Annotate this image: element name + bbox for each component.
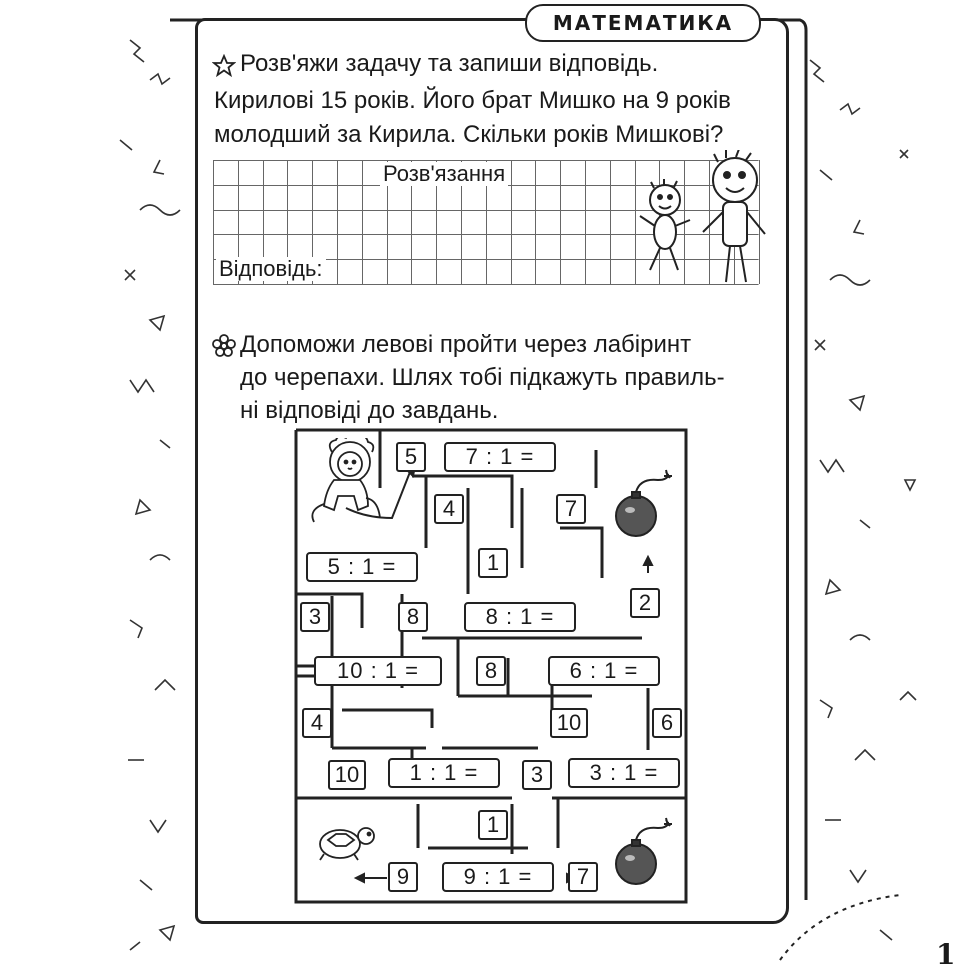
maze-number: 3 [300,602,330,632]
maze-number: 8 [476,656,506,686]
maze-number: 6 [652,708,682,738]
task1-problem-line1: Кирилові 15 років. Його брат Мишко на 9 років [214,87,731,114]
maze-expression: 7 : 1 = [444,442,556,472]
flower-icon [211,333,237,359]
maze-number: 8 [398,602,428,632]
maze-expression: 1 : 1 = [388,758,500,788]
lion-icon [306,438,390,530]
maze-number: 10 [550,708,588,738]
task1-instruction: Розв'яжи задачу та запиши відповідь. [240,50,659,77]
maze-expression: 10 : 1 = [314,656,442,686]
page-number: 1 [936,938,956,971]
maze-expression: 3 : 1 = [568,758,680,788]
solution-label: Розв'язання [380,162,508,186]
task1-problem-line2: молодший за Кирила. Скільки років Мишкові? [214,121,724,148]
kids-illustration [630,150,770,290]
maze-expression: 9 : 1 = [442,862,554,892]
bomb-icon [610,468,682,540]
maze [292,428,690,904]
page-header-title: МАТЕМАТИКА [525,4,761,42]
maze-number: 4 [302,708,332,738]
maze-number: 10 [328,760,366,790]
turtle-icon [314,820,378,862]
maze-number: 1 [478,548,508,578]
maze-number: 2 [630,588,660,618]
task2-line1: Допоможи левові пройти через лабіринт [240,331,692,358]
maze-number: 5 [396,442,426,472]
maze-number: 9 [388,862,418,892]
bomb-icon [610,816,682,888]
maze-number: 1 [478,810,508,840]
task2-line2: до черепахи. Шлях тобі підкажуть правиль- [240,364,725,391]
maze-number: 3 [522,760,552,790]
star-icon [212,54,236,78]
maze-number: 7 [568,862,598,892]
answer-label[interactable]: Відповідь: [216,257,326,281]
maze-expression: 8 : 1 = [464,602,576,632]
maze-number: 4 [434,494,464,524]
maze-number: 7 [556,494,586,524]
task2-line3: ні відповіді до завдань. [240,397,499,424]
maze-expression: 5 : 1 = [306,552,418,582]
maze-expression: 6 : 1 = [548,656,660,686]
